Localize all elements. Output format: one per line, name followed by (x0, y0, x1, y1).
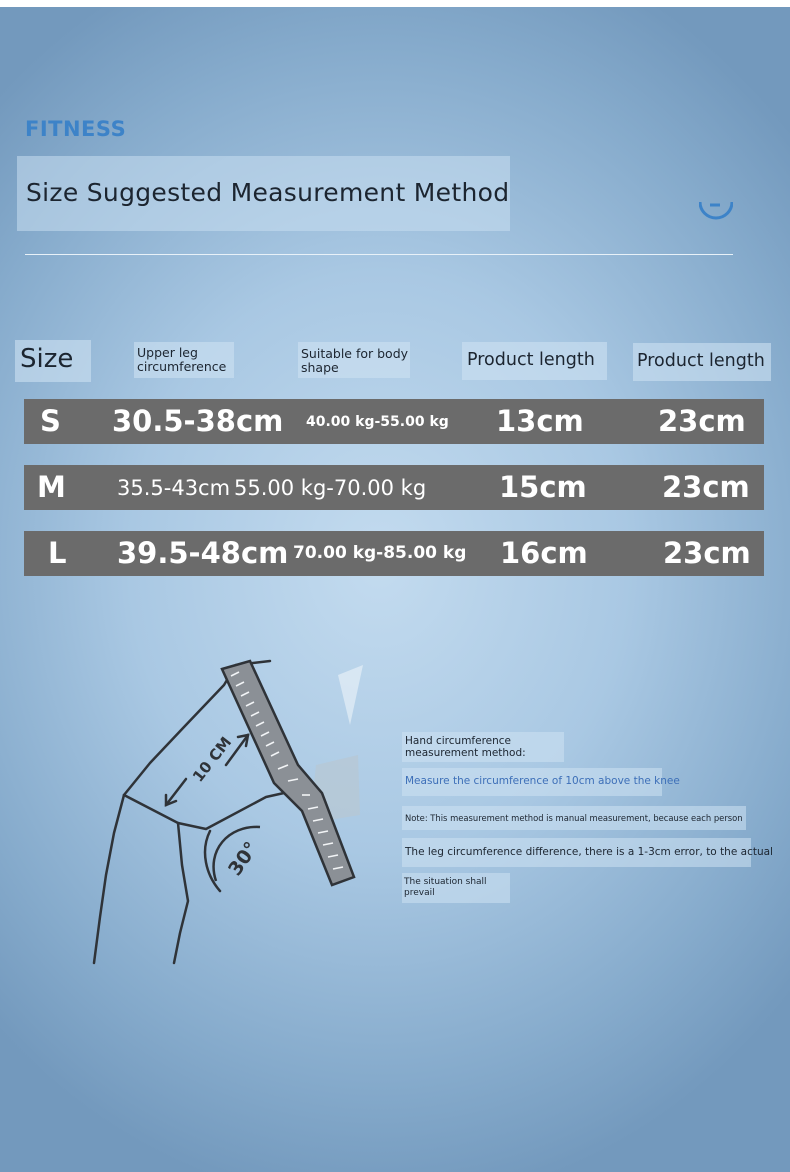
row-length-b: 23cm (662, 470, 750, 504)
shin-outline (174, 823, 188, 963)
distance-label: 10 CM (188, 733, 236, 786)
page-title: Size Suggested Measurement Method (26, 178, 510, 207)
method-title-line1: Hand circumference (405, 735, 512, 747)
row-circumference: 39.5-48cm (117, 536, 289, 570)
method-title-line2: measurement method: (405, 747, 526, 759)
row-circumference: 30.5-38cm (112, 404, 284, 438)
header-body-shape-line1: Suitable for body (301, 346, 409, 361)
note-line-3b: prevail (404, 887, 435, 898)
calf-outline (205, 831, 220, 891)
table-row (24, 399, 764, 444)
row-length-a: 16cm (500, 536, 588, 570)
header-product-length-2: Product length (637, 351, 765, 371)
row-size: S (40, 404, 61, 438)
row-weight: 55.00 kg-70.00 kg (234, 476, 427, 500)
method-title (405, 735, 526, 759)
row-length-b: 23cm (658, 404, 746, 438)
divider (25, 254, 733, 255)
header-body-shape-line2: shape (301, 360, 339, 375)
top-border (0, 0, 790, 7)
row-weight: 40.00 kg-55.00 kg (306, 414, 449, 430)
instruction-text: Measure the circumference of 10cm above the knee (405, 775, 680, 787)
angle-label: 30° (224, 837, 263, 880)
row-length-b: 23cm (663, 536, 751, 570)
smile-icon (699, 190, 733, 220)
note-line-3a: The situation shall (404, 877, 487, 887)
header-upper-leg-line1: Upper leg (137, 345, 198, 360)
note-line-2: The leg circumference difference, there is a 1-3cm error, to the actual (405, 846, 773, 858)
row-size: M (37, 470, 66, 504)
note-line-1: Note: This measurement method is manual measurement, because each person (405, 813, 743, 823)
table-row (24, 465, 764, 510)
header-product-length-1: Product length (467, 350, 595, 370)
highlight (338, 665, 363, 725)
row-circumference: 35.5-43cm (117, 476, 231, 500)
note-line-3 (404, 877, 487, 898)
leg-back-outline (94, 795, 124, 963)
table-row (24, 531, 764, 576)
row-length-a: 15cm (499, 470, 587, 504)
row-weight: 70.00 kg-85.00 kg (293, 543, 467, 563)
knee-measurement-illustration (88, 655, 378, 967)
knee-crease-outline (124, 789, 302, 829)
brand-label: FITNESS (25, 117, 127, 141)
header-upper-leg-line2: circumference (137, 359, 227, 374)
row-size: L (48, 536, 67, 570)
row-length-a: 13cm (496, 404, 584, 438)
header-upper-leg (137, 346, 226, 374)
header-body-shape (301, 347, 408, 375)
header-size: Size (20, 344, 74, 374)
